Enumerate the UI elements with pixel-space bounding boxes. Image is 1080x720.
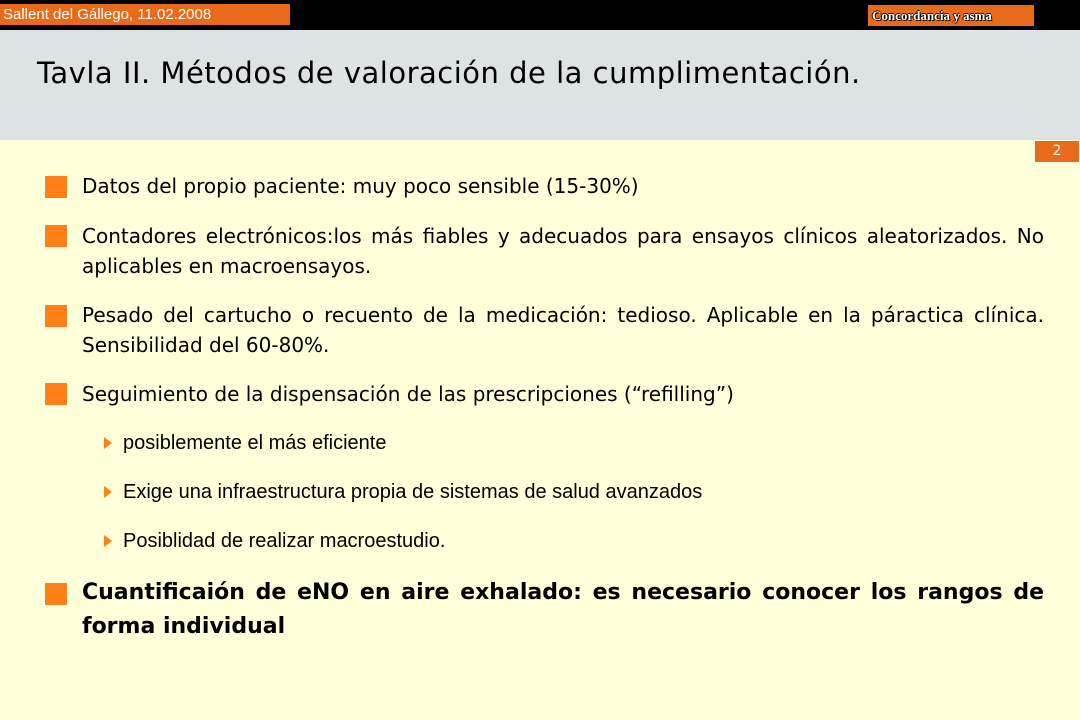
sub-item-label: Exige una infraestructura propia de sistemas de salud avanzados bbox=[123, 481, 703, 503]
list-item: Contadores electrónicos:los más fiables y adecuados para ensayos clínicos aleatorizados. No aplicables en macroensayos. bbox=[82, 224, 1044, 278]
event-date-label: Sallent del Gállego, 11.02.2008 bbox=[0, 4, 290, 25]
square-bullet-icon bbox=[45, 583, 67, 605]
list-item: Datos del propio paciente: muy poco sensible (15-30%) bbox=[82, 174, 639, 198]
list-item: Pesado del cartucho o recuento de la medicación: tedioso. Aplicable en la páractica clínica. Sensibilidad del 60-80%. bbox=[82, 303, 1044, 357]
triangle-bullet-icon bbox=[104, 437, 112, 449]
list-item: Seguimiento de la dispensación de las prescripciones (“refilling”) bbox=[82, 382, 734, 406]
sub-item-label: Posiblidad de realizar macroestudio. bbox=[123, 530, 446, 552]
square-bullet-icon bbox=[45, 225, 67, 247]
sub-item-label: posiblemente el más eficiente bbox=[123, 432, 387, 454]
list-item: Cuantificaión de eNO en aire exhalado: es necesario conocer los rangos de forma individual bbox=[82, 580, 1044, 639]
square-bullet-icon bbox=[45, 383, 67, 405]
square-bullet-icon bbox=[45, 176, 67, 198]
page-number-badge: 2 bbox=[1035, 141, 1079, 162]
slide-title: Tavla II. Métodos de valoración de la cumplimentación. bbox=[37, 56, 861, 90]
triangle-bullet-icon bbox=[104, 486, 112, 498]
topic-label: Concordancia y asma bbox=[868, 5, 1034, 26]
square-bullet-icon bbox=[45, 305, 67, 327]
triangle-bullet-icon bbox=[104, 535, 112, 547]
